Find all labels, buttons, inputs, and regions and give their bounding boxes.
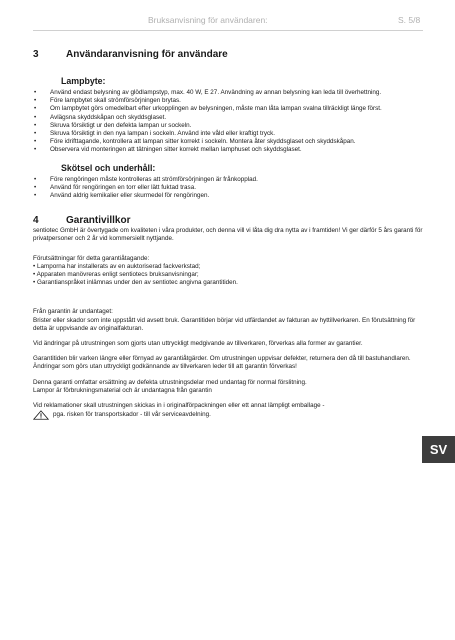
list-item: • Observera vid monteringen att tätningen sitter korrekt mellan lamphuset och skyddsglaset. [33, 146, 425, 154]
exceptions-title: Från garantin är undantaget: [33, 308, 113, 316]
return-line-1: Vid reklamationer skall utrustningen skickas in i originalförpackningen eller ett annat lämpligt emballage - [33, 402, 325, 410]
section-3-title: Användaranvisning för användare [66, 49, 228, 60]
list-item: • Använd för rengöringen en torr eller lätt fuktad trasa. [33, 184, 425, 192]
list-item: • Använd endast belysning av glödlampstyp, max. 40 W, E 27. Användning av annan belysning kan leda till överhettning. [33, 89, 425, 97]
condition-item: • Lamporna har installerats av en auktoriserad fackverkstad; [33, 262, 201, 270]
section-4-heading [33, 214, 425, 227]
list-item: • Om lampbytet görs omedelbart efter urkopplingen av belysningen, måste man låta lampan svalna tillräckligt länge först. [33, 105, 425, 113]
condition-item: • Apparaten manövreras enligt sentiotecs bruksanvisningar; [33, 271, 199, 279]
conditions-title: Förutsättningar för detta garantiåtagande: [33, 254, 150, 262]
section-4-title: Garantivillkor [66, 215, 131, 227]
section-3-heading [33, 48, 425, 61]
section-3-number: 3 [33, 49, 39, 60]
changes-paragraph: Vid ändringar på utrustningen som gjorts utan uttryckligt medgivande av tillverkaren, förverkas alla former av garantier. [33, 340, 363, 348]
lampbyte-list [33, 89, 425, 155]
skotsel-heading: Skötsel och underhåll: [61, 162, 156, 173]
extension-paragraph: Garantitiden blir varken längre eller förnyad av garantiåtgärder. Om utrustningen uppvisar defekter, returnera den då till bastuhandlaren. Ändringar som görs utan uttryckligt godkännande av tillverkaren leder till att garantin förverkas! [33, 355, 411, 371]
skotsel-list [33, 176, 425, 201]
list-item: • Före lampbytet skall strömförsörjningen brytas. [33, 97, 425, 105]
page-content [33, 48, 425, 420]
condition-item: • Garantianspråket inlämnas under den av sentiotec angivna garantitiden. [33, 279, 238, 287]
list-item: • Före rengöringen måste kontrolleras att strömförsörjningen är frånkopplad. [33, 176, 425, 184]
page-number: S. 5/8 [398, 15, 421, 25]
warranty-intro: sentiotec GmbH är övertygade om kvaliteten i våra produkter, och denna vill vi låta dig dra nytta av i framtiden! Vi ger därför 5 års garanti för privatpersoner och 2 år vid kommersiellt nyttjande. [33, 227, 423, 243]
header-title: Bruksanvisning för användaren: [148, 15, 268, 25]
exceptions-text: Brister eller skador som inte uppstått vid avsett bruk. Garantitiden börjar vid utfärdandet av fakturan av hyttillverkaren. En förutsättning för detta är uppvisande av originalfakturan. [33, 316, 416, 332]
section-4-number: 4 [33, 215, 39, 227]
coverage-line-2: Lampor är förbrukningsmaterial och är undantagna från garantin [33, 386, 212, 394]
warning-triangle-icon [33, 410, 49, 420]
return-line-2: pga. risken för transportskador - till vår serviceavdelning. [53, 411, 211, 419]
list-item: • Använd aldrig kemikalier eller skurmedel för rengöringen. [33, 192, 425, 200]
language-tab-sv: SV [422, 436, 455, 463]
list-item: • Skruva försiktigt ur den defekta lampan ur sockeln. [33, 122, 425, 130]
return-line-2-row [33, 410, 425, 420]
list-item: • Före idrifttagande, kontrollera att lampan sitter korrekt i sockeln. Montera åter skyddsglaset och skyddskåpan. [33, 138, 425, 146]
header-divider [33, 30, 423, 31]
coverage-line-1: Denna garanti omfattar ersättning av defekta utrustningsdelar med undantag för normal förslitning. [33, 378, 307, 386]
list-item: • Skruva försiktigt in den nya lampan i sockeln. Använd inte våld eller kraftigt tryck. [33, 130, 425, 138]
lampbyte-heading: Lampbyte: [61, 76, 106, 86]
list-item: • Avlägsna skyddskåpan och skyddsglaset. [33, 114, 425, 122]
